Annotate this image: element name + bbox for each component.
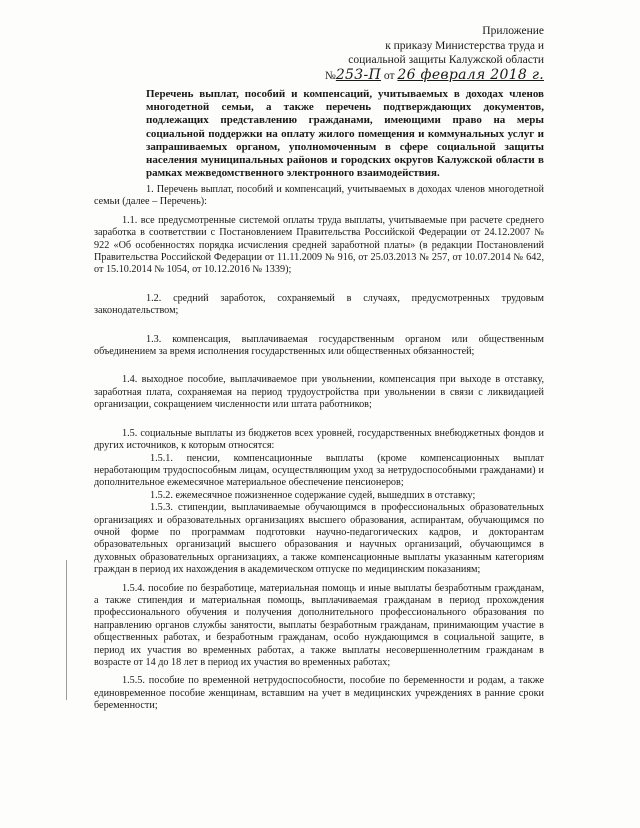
paragraph-1-5-4: 1.5.4. пособие по безработице, материальная помощь и иные выплаты безработным гражданам, а также стипендия и материальная помощь, выплачиваемая гражданам в период прохождения профессионального обучения и получения дополнительного профессионального образования по направлению органов службы занятости, выплаты безработным гражданам, принимающим участие в общественных работах, и безработным гражданам, особо нуждающимся в социальной защите, в период их участия во временных работах, а также выплаты несовершеннолетним гражданам в возрасте от 14 до 18 лет в период их участия во временных работах; <box>94 582 544 668</box>
annex-ministry-line: социальной защиты Калужской области <box>348 54 544 66</box>
annex-order-line: к приказу Министерства труда и <box>385 39 544 52</box>
paragraph-1-5-5: 1.5.5. пособие по временной нетрудоспособности, пособие по беременности и родам, а также единовременное пособие женщинам, вставшим на учет в медицинских учреждениях в ранние сроки беременности; <box>94 675 544 712</box>
margin-rule <box>66 560 67 700</box>
paragraph-1-5-1: 1.5.1. пенсии, компенсационные выплаты (кроме компенсационных выплат неработающим трудоспособным лицам, осуществляющим уход за нетрудоспособными гражданами) и дополнительное ежемесячное материальное обеспечение пенсионеров; <box>94 452 544 489</box>
paragraph-1-5: 1.5. социальные выплаты из бюджетов всех уровней, государственных внебюджетных фондов и других источников, к которым относятся: <box>94 427 544 452</box>
paragraph-1-2: 1.2. средний заработок, сохраняемый в случаях, предусмотренных трудовым законодательством; <box>94 292 544 317</box>
paragraph-1-1: 1.1. все предусмотренные системой оплаты труда выплаты, учитываемые при расчете среднего заработка в соответствии с Постановлением Правительства Российской Федерации от 24.12.2007 № 922 «Об особенностях порядка исчисления средней заработной платы» (в редакции Постановлений Правительства Российской Федерации от 11.11.2009 № 916, от 25.03.2013 № 257, от 10.07.2014 № 642, от 15.10.2014 № 1054, от 10.12.2016 № 1339); <box>94 214 544 276</box>
paragraph-1-4: 1.4. выходное пособие, выплачиваемое при увольнении, компенсация при выходе в отставку, заработная плата, сохраняемая на период трудоустройства при увольнении в связи с ликвидацией организации, сокращением численности или штата работников; <box>94 374 544 411</box>
document-body <box>94 184 544 713</box>
annex-number-line <box>325 68 544 84</box>
paragraph-1-3: 1.3. компенсация, выплачиваемая государственным органом или общественным объединением за время исполнения государственных или общественных обязанностей; <box>94 333 544 358</box>
number-sign: № <box>324 69 336 82</box>
handwritten-date: 26 февраля 2018 г. <box>397 66 544 83</box>
from-word: от <box>383 69 395 82</box>
handwritten-number: 253-П <box>335 66 382 83</box>
annex-title: Приложение <box>482 25 544 37</box>
paragraph-1: 1. Перечень выплат, пособий и компенсаций, учитываемых в доходах членов многодетной семьи (далее – Перечень): <box>94 184 544 208</box>
paragraph-1-5-3: 1.5.3. стипендии, выплачиваемые обучающимся в профессиональных образовательных организациях и образовательных организациях высшего образования, аспирантам, обучающимся по очной форме по программам подготовки научно-педагогических кадров, и докторантам образовательных организаций высшего образования и научных организаций, обучающимся в духовных образовательных организациях, а также компенсационные выплаты указанным категориям граждан в период их нахождения в академическом отпуске по медицинским показаниям; <box>94 502 544 576</box>
annex-header <box>325 24 544 83</box>
document-title: Перечень выплат, пособий и компенсаций, учитываемых в доходах членов многодетной семьи, а также перечень подтверждающих документов, подлежащих представлению гражданами, имеющими право на меры социальной поддержки на оплату жилого помещения и коммунальных услуг и запрашиваемых органом, уполномоченным в сфере социальной защиты населения муниципальных районов и городских округов Калужской области в рамках межведомственного электронного взаимодействия. <box>146 88 544 180</box>
paragraph-1-5-2: 1.5.2. ежемесячное пожизненное содержание судей, вышедших в отставку; <box>150 489 476 501</box>
